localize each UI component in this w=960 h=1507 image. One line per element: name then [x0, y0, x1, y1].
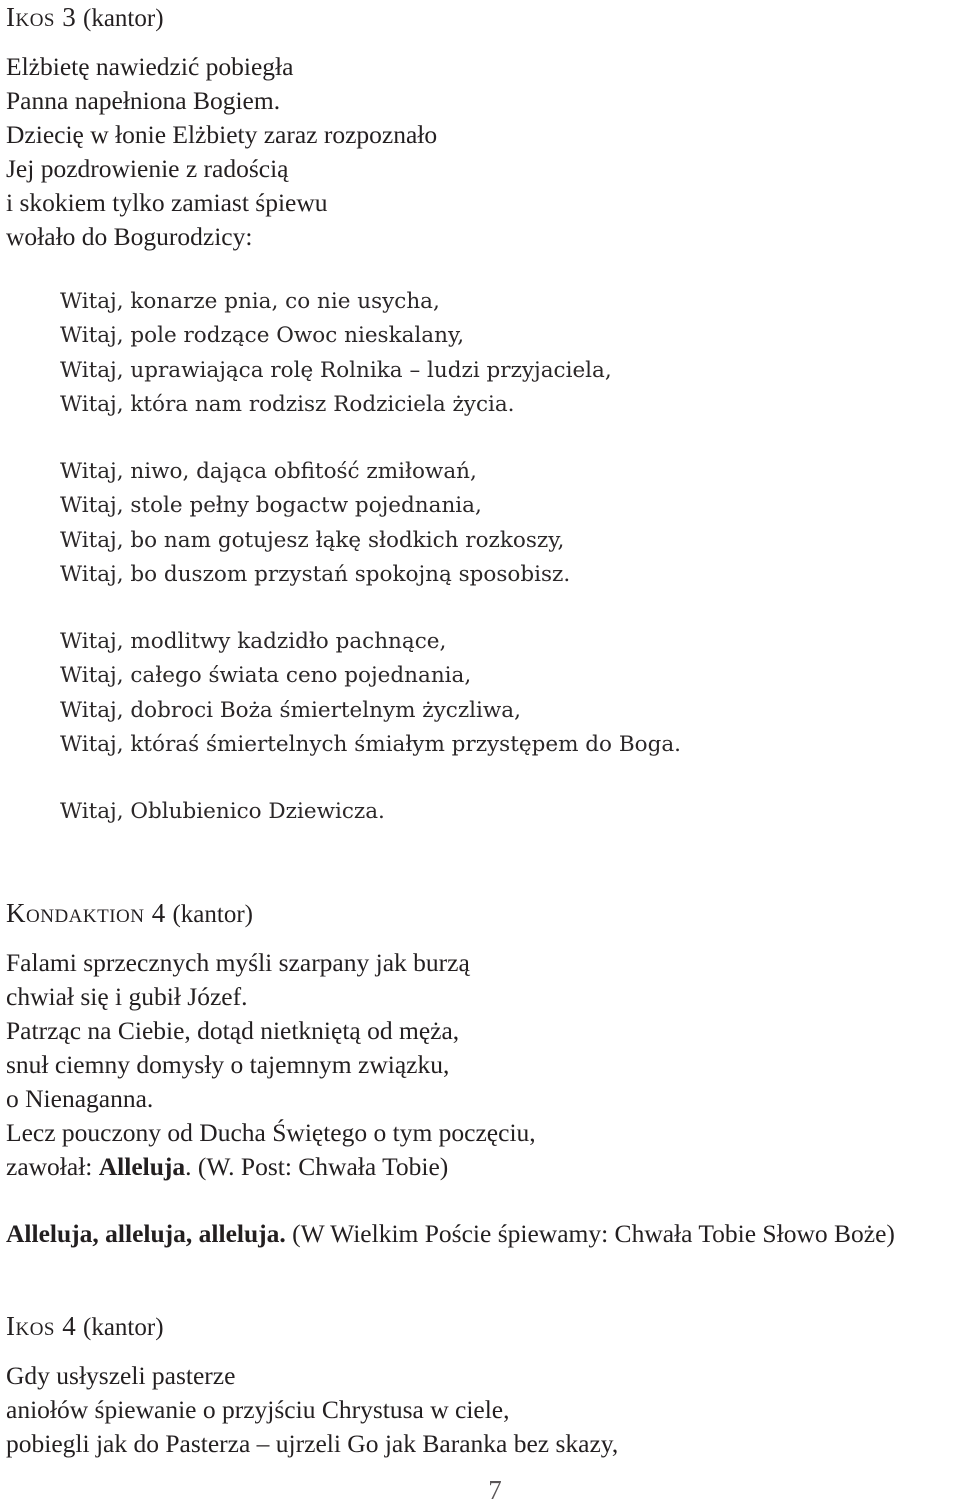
greeting-line: Witaj, modlitwy kadzidło pachnące, — [60, 629, 447, 654]
text-line: snuł ciemny domysły o tajemnym związku, — [6, 1050, 450, 1079]
refrain — [60, 795, 385, 829]
kondaktion4-role: (kantor) — [172, 901, 254, 928]
greeting-line: Witaj, uprawiająca rolę Rolnika – ludzi przyjaciela, — [60, 357, 612, 383]
greeting-stanza-3 — [60, 625, 681, 763]
ikos3-role: (kantor) — [83, 5, 164, 32]
response-bold: Alleluja, alleluja, alleluja. — [6, 1219, 286, 1248]
text-line: i skokiem tylko zamiast śpiewu — [6, 188, 328, 217]
greeting-line: Witaj, stole pełny bogactw pojednania, — [60, 493, 482, 519]
refrain-line: Witaj, Oblubienico Dziewicza. — [60, 799, 385, 824]
ikos3-body — [6, 50, 437, 254]
text-line: Falami sprzecznych myśli szarpany jak burzą — [6, 948, 470, 977]
greeting-line: Witaj, konarze pnia, co nie usycha, — [60, 289, 440, 314]
alleluja-bold: Alleluja — [98, 1152, 186, 1181]
greeting-line: Witaj, któraś śmiertelnych śmiałym przystępem do Boga. — [60, 732, 681, 758]
greeting-line: Witaj, pole rodzące Owoc nieskalany, — [60, 323, 465, 349]
ikos3-heading — [6, 0, 164, 36]
greeting-line: Witaj, niwo, dająca obfitość zmiłowań, — [60, 459, 477, 484]
page-number: 7 — [488, 1475, 502, 1505]
final-prefix: zawołał: — [6, 1152, 99, 1181]
text-line: Panna napełniona Bogiem. — [6, 86, 281, 115]
text-line: o Nienaganna. — [6, 1084, 154, 1113]
final-suffix: . (W. Post: Chwała Tobie) — [185, 1152, 449, 1181]
text-line: chwiał się i gubił Józef. — [6, 982, 248, 1011]
ikos3-title: Ikos 3 — [6, 2, 77, 32]
text-line: Lecz pouczony od Ducha Świętego o tym poczęciu, — [6, 1118, 536, 1147]
greeting-line: Witaj, bo duszom przystań spokojną sposobisz. — [60, 562, 571, 588]
greeting-line: Witaj, która nam rodzisz Rodziciela życia. — [60, 392, 515, 418]
kondaktion4-title: Kondaktion 4 — [6, 898, 166, 928]
text-line: wołało do Bogurodzicy: — [6, 222, 253, 251]
text-line: Elżbietę nawiedzić pobiegła — [6, 52, 294, 81]
response-note: (W Wielkim Poście śpiewamy: Chwała Tobie Słowo Boże) — [285, 1219, 895, 1248]
ikos4-heading — [6, 1309, 164, 1345]
text-line: pobiegli jak do Pasterza – ujrzeli Go jak Baranka bez skazy, — [6, 1429, 619, 1458]
greeting-line: Witaj, całego świata ceno pojednania, — [60, 663, 472, 689]
ikos4-role: (kantor) — [83, 1314, 164, 1341]
text-line: Dziecię w łonie Elżbiety zaraz rozpoznało — [6, 120, 438, 149]
kondaktion4-heading — [6, 896, 253, 932]
greeting-stanza-2 — [60, 455, 570, 593]
greeting-line: Witaj, dobroci Boża śmiertelnym życzliwa, — [60, 697, 521, 723]
text-line-final — [6, 1150, 536, 1184]
text-line: Patrząc na Ciebie, dotąd nietkniętą od męża, — [6, 1016, 460, 1045]
ikos4-title: Ikos 4 — [6, 1311, 77, 1341]
text-line: Jej pozdrowienie z radością — [6, 154, 289, 183]
text-line: Gdy usłyszeli pasterze — [6, 1361, 236, 1390]
greeting-line: Witaj, bo nam gotujesz łąkę słodkich rozkoszy, — [60, 527, 565, 553]
greeting-stanza-1 — [60, 285, 612, 423]
kondaktion4-body — [6, 946, 536, 1184]
ikos4-body — [6, 1359, 618, 1461]
response-line — [6, 1217, 895, 1251]
text-line: aniołów śpiewanie o przyjściu Chrystusa w ciele, — [6, 1395, 510, 1424]
